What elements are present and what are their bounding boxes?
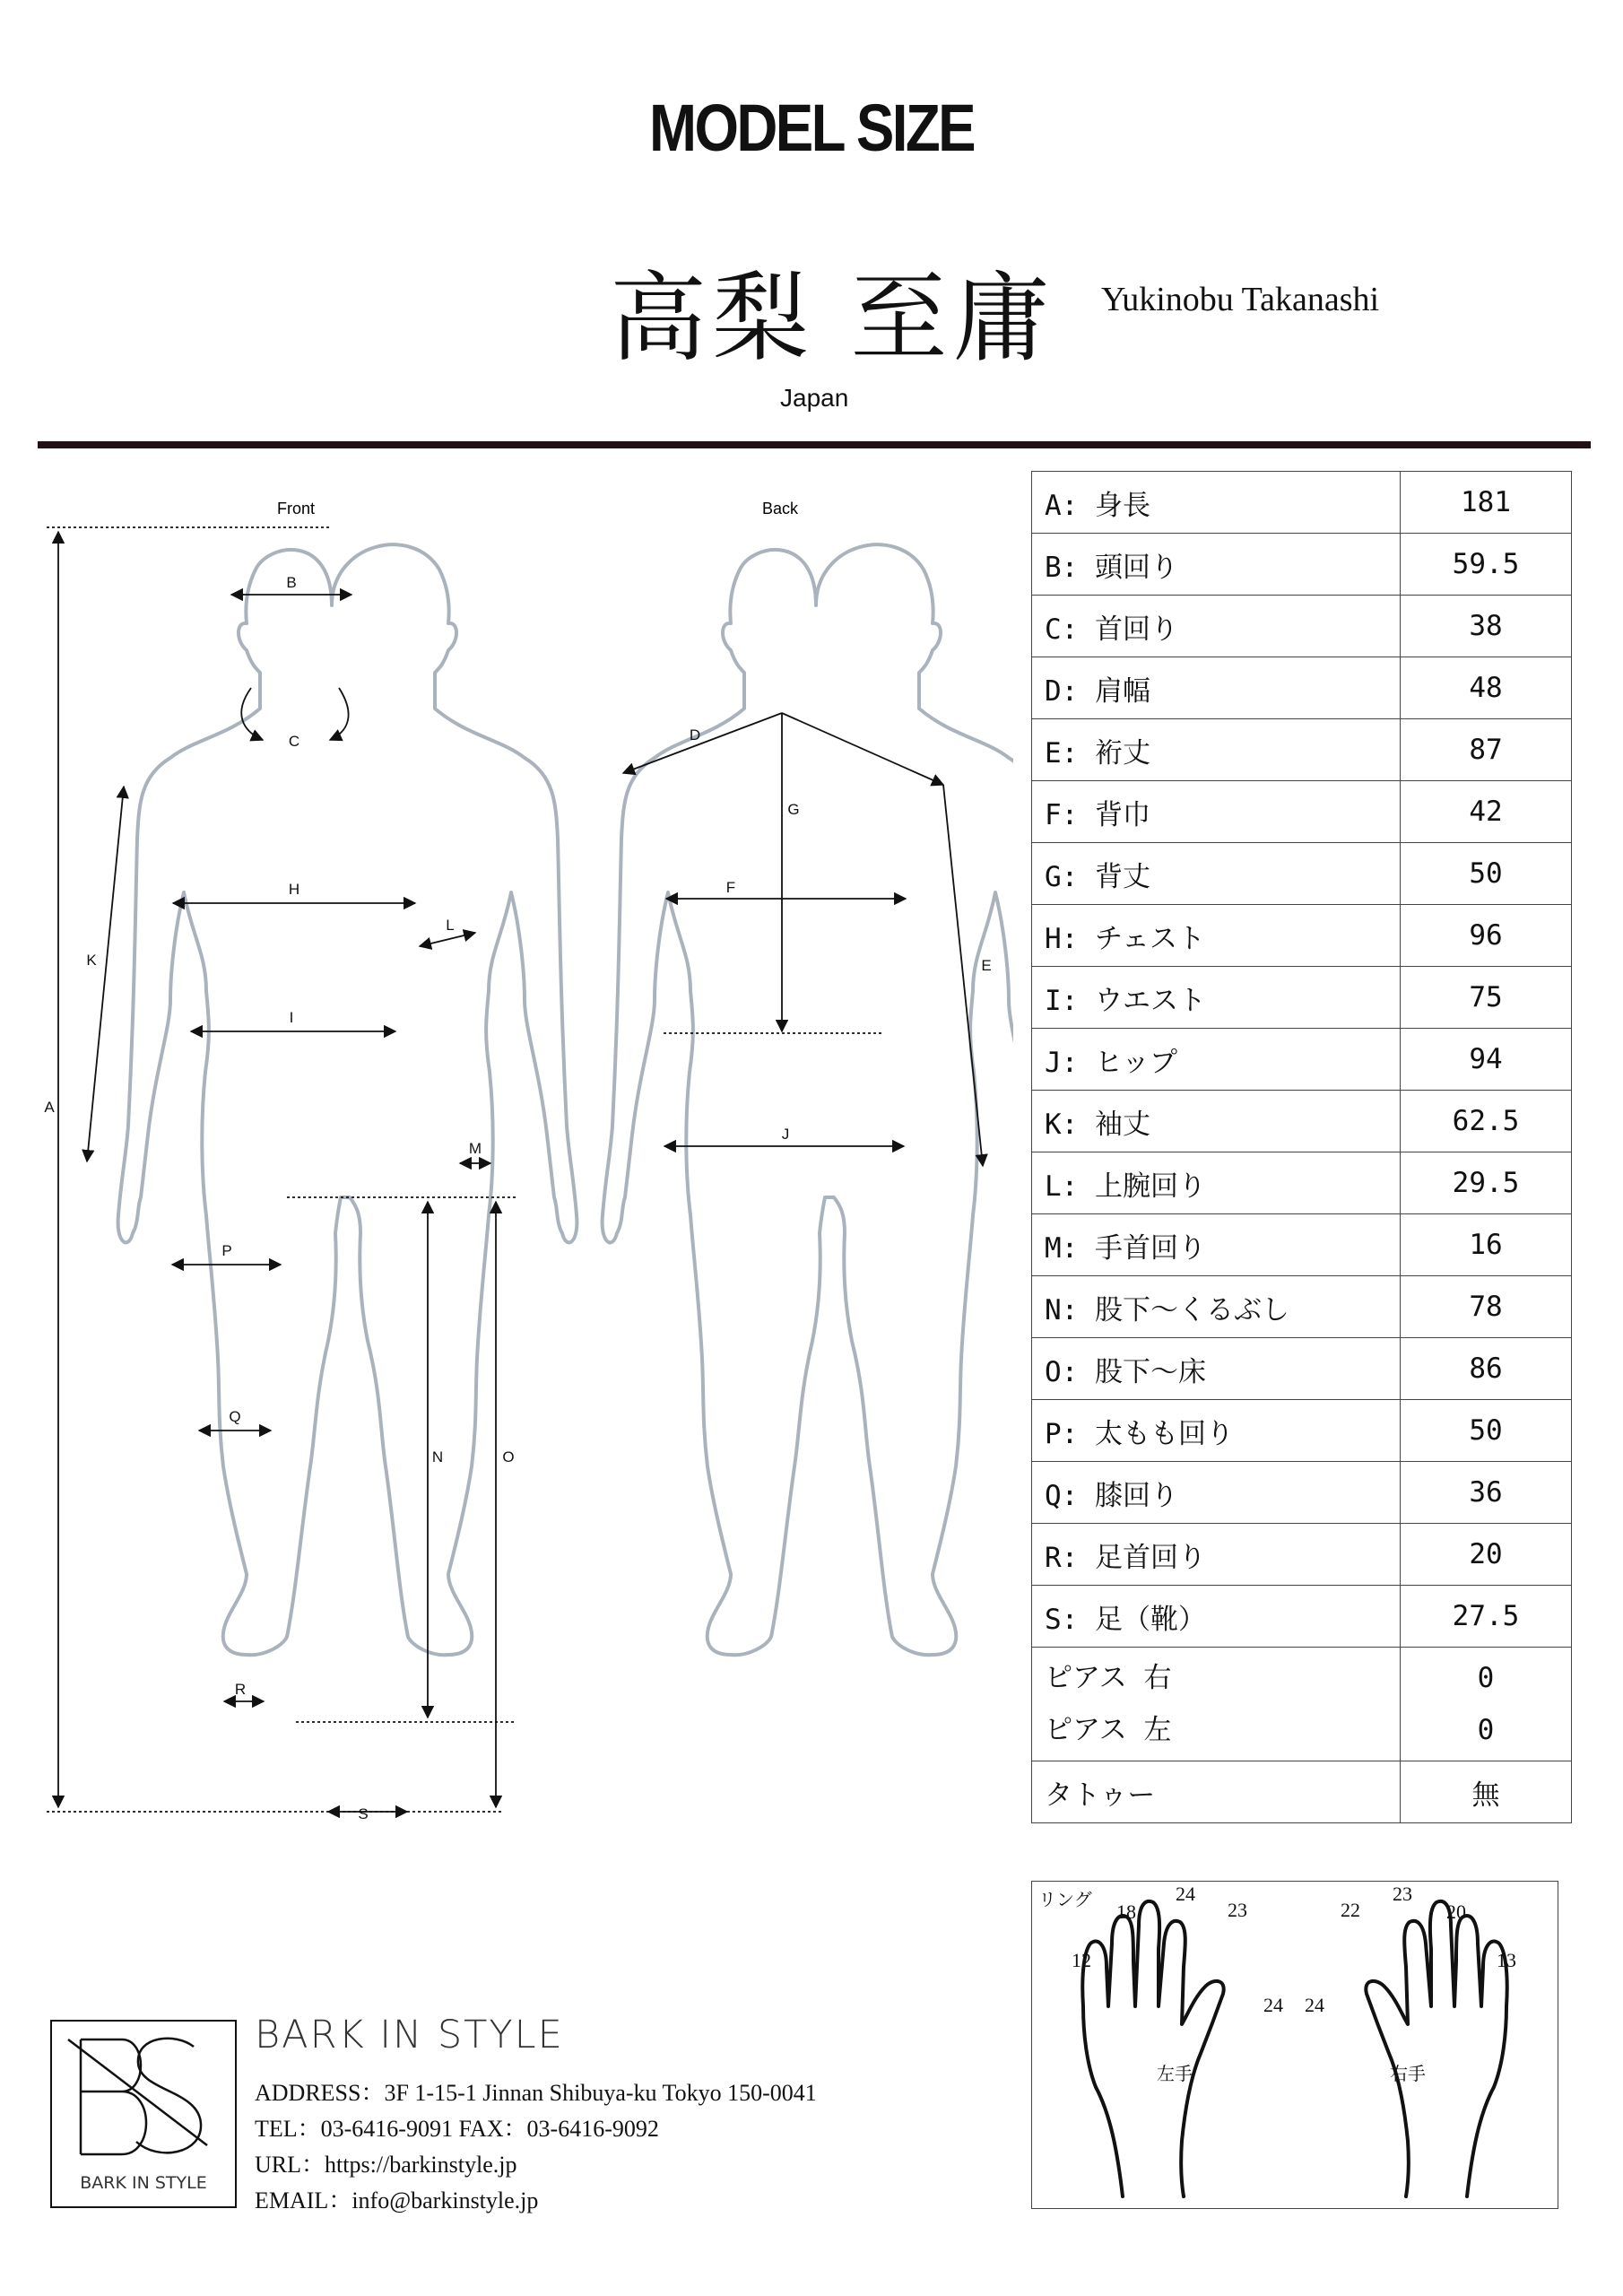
measurement-label: N: 股下～くるぶし [1032, 1276, 1401, 1338]
svg-text:C: C [288, 733, 300, 750]
measurement-label: A: 身長 [1032, 472, 1401, 534]
company-email[interactable]: EMAIL：info@barkinstyle.jp [255, 2187, 539, 2213]
measurement-value: 50 [1401, 1400, 1572, 1462]
measurement-row [1032, 843, 1572, 905]
measurement-value: 38 [1401, 596, 1572, 657]
measurement-label: H: チェスト [1032, 905, 1401, 967]
measurement-label: J: ヒップ [1032, 1029, 1401, 1091]
measurement-value: 86 [1401, 1338, 1572, 1400]
ring-left-thumb: 24 [1263, 1994, 1283, 2016]
svg-text:R: R [234, 1681, 247, 1698]
measurement-row [1032, 472, 1572, 534]
svg-text:A: A [44, 1099, 55, 1116]
tattoo-value: 無 [1401, 1761, 1572, 1823]
back-label: Back [761, 500, 799, 517]
ring-left-middle: 24 [1176, 1883, 1195, 1905]
measurement-value: 78 [1401, 1276, 1572, 1338]
measurement-row [1032, 657, 1572, 719]
model-country: Japan [780, 384, 849, 412]
measurement-row [1032, 1462, 1572, 1524]
left-hand-label: 左手 [1157, 2063, 1193, 2084]
measurement-value: 48 [1401, 657, 1572, 719]
measurement-row [1032, 1586, 1572, 1648]
measurement-label: D: 肩幅 [1032, 657, 1401, 719]
measurement-row [1032, 1029, 1572, 1091]
company-url[interactable]: URL：https://barkinstyle.jp [255, 2152, 517, 2178]
ring-right-middle: 23 [1393, 1883, 1412, 1905]
logo-text: BARK IN STYLE [80, 2173, 207, 2193]
measurement-label: C: 首回り [1032, 596, 1401, 657]
measurement-row [1032, 719, 1572, 781]
measurement-row [1032, 967, 1572, 1029]
tattoo-row [1032, 1761, 1572, 1823]
measurement-label: F: 背巾 [1032, 781, 1401, 843]
measurement-value: 42 [1401, 781, 1572, 843]
measurement-value: 181 [1401, 472, 1572, 534]
measurement-value: 27.5 [1401, 1586, 1572, 1648]
ring-left-index: 23 [1228, 1899, 1247, 1921]
measurement-row [1032, 1276, 1572, 1338]
measurement-value: 16 [1401, 1214, 1572, 1276]
measurement-value: 96 [1401, 905, 1572, 967]
svg-text:J: J [781, 1126, 790, 1143]
back-measure-lines [623, 713, 983, 1166]
measurement-row [1032, 596, 1572, 657]
ring-right-pinky: 13 [1497, 1949, 1516, 1971]
measurement-value: 36 [1401, 1462, 1572, 1524]
svg-text:N: N [431, 1448, 444, 1465]
front-measure-letters [44, 574, 514, 1822]
ring-right-thumb: 24 [1305, 1994, 1324, 2016]
measurement-value: 59.5 [1401, 534, 1572, 596]
company-name: BARK IN STYLE [255, 2013, 564, 2057]
company-tel-fax: TEL：03-6416-9091 FAX：03-6416-9092 [255, 2116, 659, 2142]
company-address: ADDRESS：3F 1-15-1 Jinnan Shibuya-ku Tokyo 150-0041 [255, 2080, 817, 2106]
svg-text:O: O [502, 1448, 515, 1465]
body-diagram [36, 498, 1013, 1825]
model-name-english: Yukinobu Takanashi [1101, 281, 1380, 318]
measurement-row [1032, 1214, 1572, 1276]
front-measure-lines [47, 527, 516, 1812]
header-divider [38, 441, 1591, 448]
measurement-row [1032, 1400, 1572, 1462]
measurement-row [1032, 534, 1572, 596]
measurement-value: 94 [1401, 1029, 1572, 1091]
model-name-japanese: 高梨 至庸 [610, 263, 1055, 375]
right-hand-label: 右手 [1390, 2063, 1426, 2084]
measurement-label: L: 上腕回り [1032, 1152, 1401, 1214]
ring-size-diagram [1031, 1881, 1558, 2209]
measurement-value: 50 [1401, 843, 1572, 905]
svg-text:Q: Q [229, 1408, 241, 1425]
ring-left-pinky: 12 [1072, 1949, 1091, 1971]
ring-left-ring: 18 [1116, 1900, 1136, 1923]
tattoo-label: タトゥー [1032, 1761, 1401, 1823]
measurement-label: B: 頭回り [1032, 534, 1401, 596]
right-hand-outline [1366, 1901, 1506, 2196]
ring-right-ring: 20 [1446, 1900, 1466, 1923]
ring-title: リング [1038, 1889, 1092, 1910]
measurement-value: 75 [1401, 967, 1572, 1029]
svg-text:K: K [86, 952, 97, 969]
measurement-row [1032, 1338, 1572, 1400]
svg-text:L: L [446, 917, 455, 934]
measurement-label: M: 手首回り [1032, 1214, 1401, 1276]
svg-text:B: B [286, 574, 297, 591]
svg-text:M: M [468, 1140, 482, 1157]
svg-text:G: G [787, 801, 800, 818]
measurement-label: P: 太もも回り [1032, 1400, 1401, 1462]
measurement-label: S: 足（靴） [1032, 1586, 1401, 1648]
measurement-table [1031, 471, 1572, 1823]
measurement-label: K: 袖丈 [1032, 1091, 1401, 1152]
measurement-label: E: 裄丈 [1032, 719, 1401, 781]
piercing-row [1032, 1648, 1572, 1761]
left-hand-outline [1082, 1901, 1223, 2196]
measurement-row [1032, 781, 1572, 843]
svg-text:F: F [725, 879, 736, 896]
measurement-value: 20 [1401, 1524, 1572, 1586]
ring-right-index: 22 [1341, 1899, 1360, 1921]
svg-text:E: E [981, 957, 992, 974]
measurement-row [1032, 1091, 1572, 1152]
svg-text:S: S [358, 1805, 369, 1822]
measurement-label: I: ウエスト [1032, 967, 1401, 1029]
svg-text:H: H [288, 881, 300, 898]
measurement-row [1032, 1524, 1572, 1586]
piercing-right-value: 0 [1477, 1662, 1495, 1694]
measurement-label: O: 股下～床 [1032, 1338, 1401, 1400]
measurement-value: 87 [1401, 719, 1572, 781]
measurement-row [1032, 905, 1572, 967]
measurement-row [1032, 1152, 1572, 1214]
measurement-label: Q: 膝回り [1032, 1462, 1401, 1524]
svg-text:P: P [221, 1242, 232, 1259]
piercing-left-label: ピアス 左 [1045, 1714, 1172, 1746]
back-measure-letters [690, 726, 992, 1143]
svg-text:I: I [289, 1009, 294, 1026]
front-label: Front [276, 500, 316, 517]
measurement-label: R: 足首回り [1032, 1524, 1401, 1586]
back-figure [603, 544, 1013, 1655]
company-logo [50, 2020, 237, 2208]
piercing-right-label: ピアス 右 [1045, 1662, 1172, 1694]
measurement-label: G: 背丈 [1032, 843, 1401, 905]
piercing-left-value: 0 [1477, 1714, 1495, 1746]
svg-text:D: D [689, 726, 701, 744]
page-title: MODEL SIZE [649, 91, 974, 165]
measurement-value: 29.5 [1401, 1152, 1572, 1214]
measurement-value: 62.5 [1401, 1091, 1572, 1152]
